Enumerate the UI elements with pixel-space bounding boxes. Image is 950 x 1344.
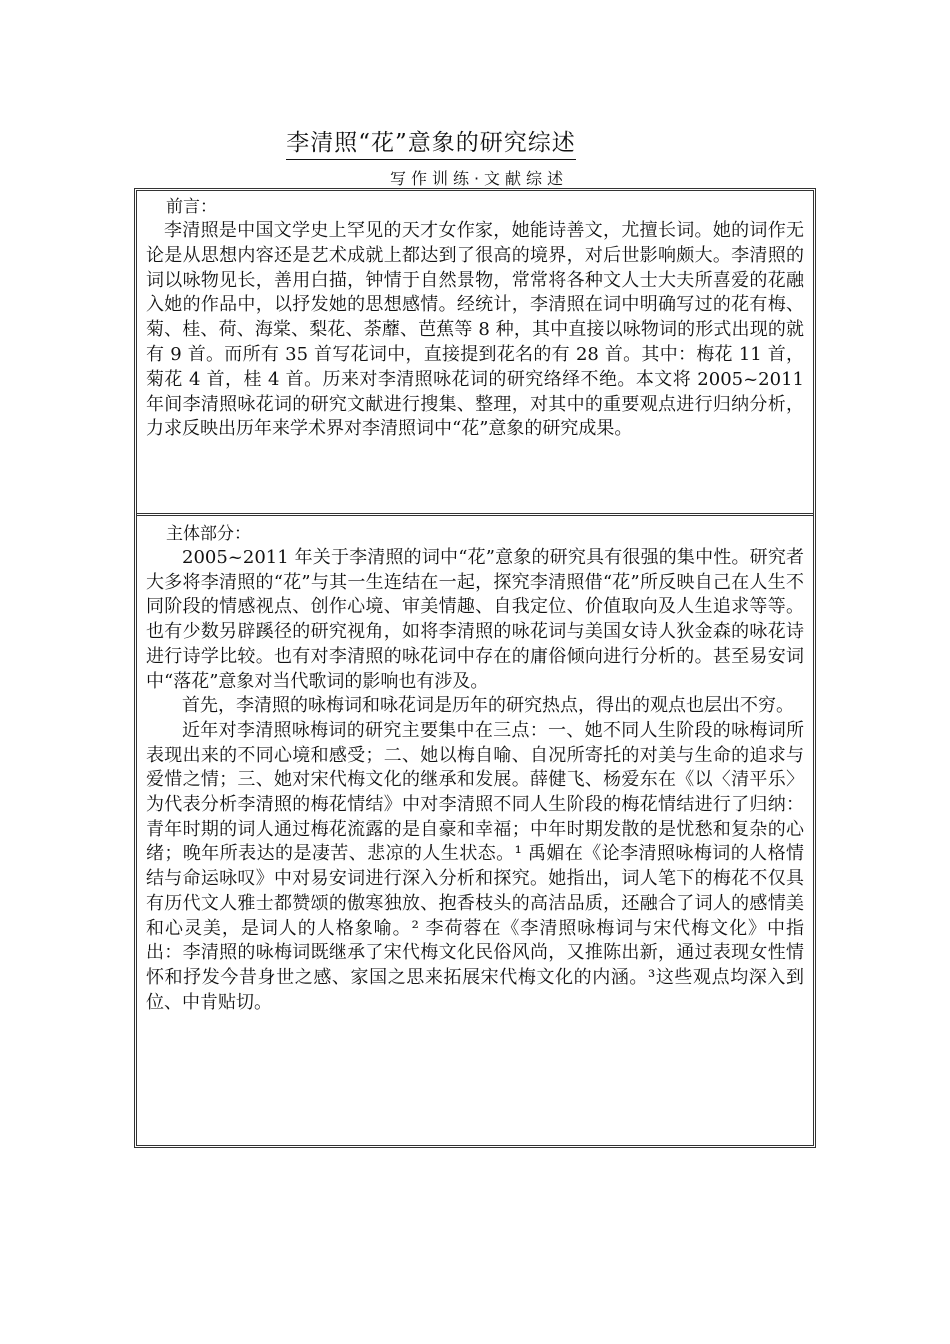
document-subtitle: 写作训练·文献综述 [389, 169, 569, 188]
review-table [134, 188, 816, 1148]
document-title: 李清照“花”意象的研究综述 [0, 124, 862, 157]
preface-cell [137, 191, 813, 513]
main-body-label: 主体部分： [166, 524, 251, 544]
preface-label: 前言： [166, 197, 217, 217]
main-body-paragraph: 近年对李清照咏梅词的研究主要集中在三点：一、她不同人生阶段的咏梅词所表现出来的不同心境和感受；二、她以梅自喻、自况所寄托的对美与生命的追求与爱惜之情；三、她对宋代梅文化的继承和发展。薛健飞、杨爱东在《以〈清平乐〉为代表分析李清照的梅花情结》中对李清照不同人生阶段的梅花情结进行了归纳：青年时期的词人通过梅花流露的是自豪和幸福；中年时期发散的是忧愁和复杂的心绪；晚年所表达的是凄苦、悲凉的人生状态。¹ 禹媚在《论李清照咏梅词的人格情结与命运咏叹》中对易安词进行深入分析和探究。她指出，词人笔下的梅花不仅具有历代文人雅士都赞颂的傲寒独放、抱香枝头的高洁品质，还融合了词人的感情美和心灵美，是词人的人格象喻。² 李荷蓉在《李清照咏梅词与宋代梅文化》中指出：李清照的咏梅词既继承了宋代梅文化民俗风尚，又推陈出新，通过表现女性情怀和抒发今昔身世之感、家国之思来拓展宋代梅文化的内涵。³这些观点均深入到位、中肯贴切。 [146, 719, 804, 1013]
main-body-paragraph: 2005~2011 年关于李清照的词中“花”意象的研究具有很强的集中性。研究者大多将李清照的“花”与其一生连结在一起，探究李清照借“花”所反映自己在人生不同阶段的情感视点、创作心境、审美情趣、自我定位、价值取向及人生追求等等。也有少数另辟蹊径的研究视角，如将李清照的咏花词与美国女诗人狄金森的咏花诗进行诗学比较。也有对李清照的咏花词中存在的庸俗倾向进行分析的。甚至易安词中“落花”意象对当代歌词的影响也有涉及。 [146, 547, 804, 692]
main-body-paragraph: 首先，李清照的咏梅词和咏花词是历年的研究热点，得出的观点也层出不穷。 [182, 695, 794, 717]
preface-paragraph: 李清照是中国文学史上罕见的天才女作家，她能诗善文，尤擅长词。她的词作无论是从思想内容还是艺术成就上都达到了很高的境界，对后世影响颇大。李清照的词以咏物见长，善用白描，钟情于自然景物，常常将各种文人士大夫所喜爱的花融入她的作品中，以抒发她的思想感情。经统计，李清照在词中明确写过的花有梅、菊、桂、荷、海棠、梨花、荼蘼、芭蕉等 8 种，其中直接以咏物词的形式出现的就有 9 首。而所有 35 首写花词中，直接提到花名的有 28 首。其中：梅花 11 首，菊花 4 首，桂 4 首。历来对李清照咏花词的研究络绎不绝。本文将 2005~2011 年间李清照咏花词的研究文献进行搜集、整理，对其中的重要观点进行归纳分析，力求反映出历年来学术界对李清照词中“花”意象的研究成果。 [146, 220, 804, 440]
main-body-cell [137, 518, 813, 1145]
table-divider [137, 513, 813, 516]
